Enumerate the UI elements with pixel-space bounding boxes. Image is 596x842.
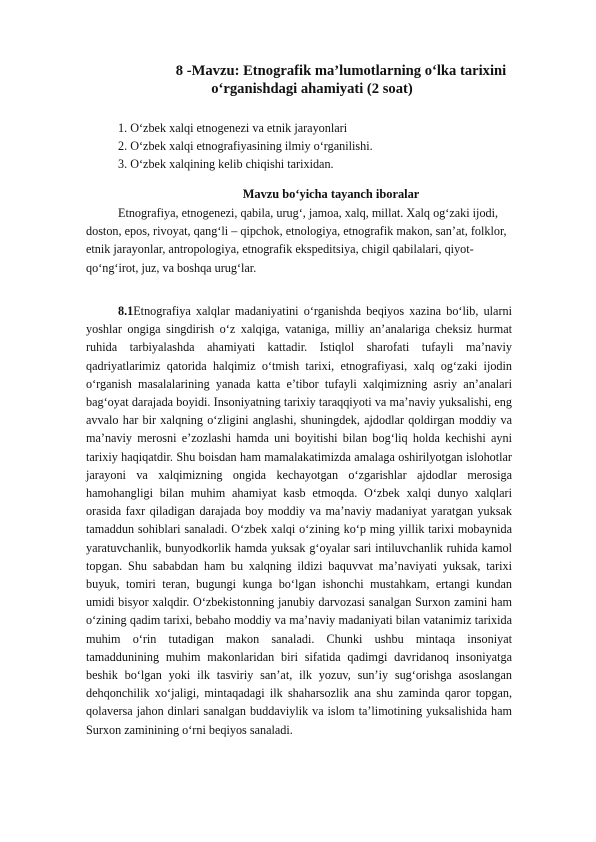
section-number: 8.1 (118, 304, 134, 318)
plan-item-1: 1. O‘zbek xalqi etnogenezi va etnik jarayonlari (118, 121, 348, 135)
topic-plan-list (118, 119, 373, 173)
section-text: Etnografiya xalqlar madaniyatini o‘rganishda beqiyos xazina bo‘lib, ularni yoshlar ongiga singdirish o‘z xalqiga, vataniga, milliy an’analariga cheksiz hurmat ruhida tarbiyalashda ahamiyati kattadir. Istiqlol sharofati tufayli ma’naviy qadriyatlarimiz qatorida halqimiz o‘tmish tarixi, etnografiyasi, xalq og‘zaki ijodin o‘rganish masalalarining yanada katta e’tibor tufayli xalqimizning asriy an’analari bag‘oyat darajada boyidi. Insoniyatning tarixiy taraqqiyoti va ma’naviy yuksalishi, eng avvalo har bir xalqning o‘zligini anglashi, shuningdek, ajdodlar qoldirgan moddiy va ma’naviy merosni e’zozlashi hamda uni boyitishi bilan bog‘liq holda kechishi ayni tarixiy haqiqatdir. Shu boisdan ham mamalakatimizda amalaga oshirilyotgan islohotlar jarayoni va xalqimizning ongida kechayotgan o‘zgarishlar ajdodlar merosiga hamohangligi bilan muhim ahamiyat kasb etmoqda. O‘zbek xalqi dunyo xalqlari orasida faxr qiladigan darajada boy moddiy va ma’naviy madaniyat yaratgan yuksak tamaddun sohiblari sanaladi. O‘zbek xalqi o‘zining ko‘p ming yillik tarixi mobaynida yaratuvchanlik, bunyodkorlik hamda yuksak g‘oyalar sari intiluvchanlik ruhida kamol topgan. Shu sababdan ham bu xalqning ildizi baquvvat ma’naviyati yuksak, tarixi buyuk, tomiri teran, bugungi kunga bo‘lgan ishonchi mustahkam, ertangi kundan umidi bisyor xalqdir. O‘zbekistonning janubiy darvozasi sanalgan Surxon zamini ham o‘zining qadim tarixi, bebaho moddiy va ma’naviy madaniyati bilan vatanimiz tarixida muhim o‘rin tutadigan makon sanaladi. Chunki ushbu mintaqa insoniyat tamaddunining muhim makonlaridan biri sifatida qadimgi davridanoq insoniyatga beshik bo‘lgan yoki ilk tasviriy san’at, ilk yozuv, sun’iy sug‘orishga asoslangan dehqonchilik xo‘jaligi, mintaqadagi ilk shaharsozlik ana shu zaminda qaror topgan, qolaversa jahon dinlari sanalgan buddaviylik va islom ta’limotining yuksalishida ham Surxon zaminining o‘rni beqiyos sanaladi. (86, 304, 512, 737)
topic-title-line1: 8 -Mavzu: Etnografik ma’lumotlarning o‘lka tarixini (175, 63, 507, 79)
plan-item-2: 2. O‘zbek xalqi etnografiyasining ilmiy o‘rganilishi. (118, 139, 373, 153)
section-paragraph (86, 302, 512, 739)
plan-item-3: 3. O‘zbek xalqining kelib chiqishi tarixidan. (118, 157, 334, 171)
topic-title-line2: o‘rganishdagi ahamiyati (2 soat) (211, 81, 413, 97)
keywords-paragraph: Etnografiya, etnogenezi, qabila, urug‘, jamoa, xalq, millat. Xalq og‘zaki ijodi, doston, epos, rivoyat, qang‘li – qipchok, etnologiya, etnografik makon, san’at, folklor, etnik jarayonlar, antropologiya, etnografik ekspeditsiya, chigil qabilalari, qiyot-qo‘ng‘irot, juz, va boshqa urug‘lar. (86, 206, 507, 275)
keywords-heading: Mavzu bo‘yicha tayanch iboralar (242, 187, 420, 201)
